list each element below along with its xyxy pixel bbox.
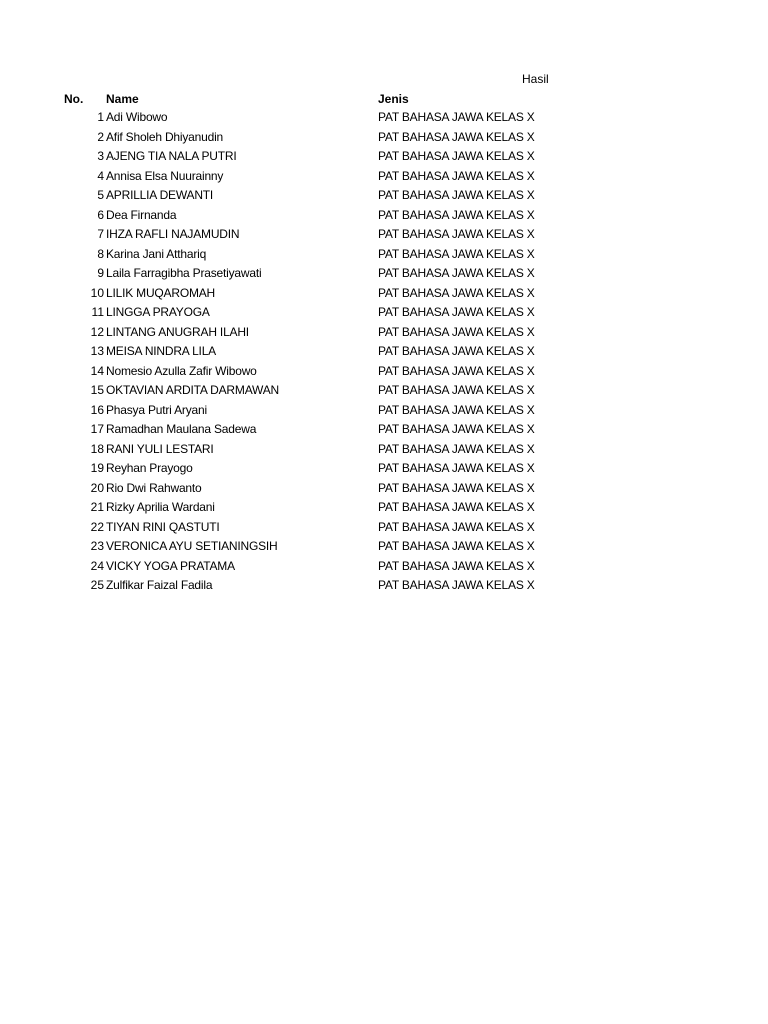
exam-type: PAT BAHASA JAWA KELAS X (378, 149, 535, 163)
student-name: Ramadhan Maulana Sadewa (106, 422, 257, 436)
student-name: Afif Sholeh Dhiyanudin (106, 129, 224, 144)
table-row (0, 520, 768, 540)
exam-type: PAT BAHASA JAWA KELAS X (378, 246, 535, 261)
table-row (0, 227, 768, 247)
exam-type: PAT BAHASA JAWA KELAS X (378, 500, 535, 514)
row-number: 4 (97, 168, 104, 183)
student-name: IHZA RAFLI NAJAMUDIN (106, 227, 240, 241)
student-name: Zulfikar Faizal Fadila (106, 578, 213, 592)
column-header-no: No. (64, 92, 84, 106)
table-row (0, 325, 768, 345)
column-header-name: Name (106, 92, 139, 106)
student-name: Adi Wibowo (106, 110, 168, 124)
table-row (0, 578, 768, 598)
table-header-row (0, 91, 768, 107)
exam-type: PAT BAHASA JAWA KELAS X (378, 168, 535, 183)
exam-type: PAT BAHASA JAWA KELAS X (378, 110, 535, 124)
row-number: 17 (90, 422, 104, 436)
row-number: 19 (90, 461, 104, 475)
student-name: MEISA NINDRA LILA (106, 344, 216, 358)
student-name: Reyhan Prayogo (106, 461, 193, 475)
table-row (0, 481, 768, 501)
student-name: Rizky Aprilia Wardani (106, 500, 215, 514)
exam-type: PAT BAHASA JAWA KELAS X (378, 188, 535, 202)
student-name: LILIK MUQAROMAH (106, 285, 216, 300)
table-row (0, 422, 768, 442)
exam-type: PAT BAHASA JAWA KELAS X (378, 578, 535, 592)
table-row (0, 130, 768, 150)
row-number: 7 (97, 227, 104, 241)
row-number: 6 (97, 207, 104, 222)
column-header-jenis: Jenis (378, 92, 409, 106)
row-number: 22 (90, 519, 104, 534)
table-row (0, 208, 768, 228)
student-name: TIYAN RINI QASTUTI (106, 519, 220, 534)
student-name: Nomesio Azulla Zafir Wibowo (106, 363, 257, 378)
student-name: Dea Firnanda (106, 207, 177, 222)
row-number: 18 (90, 441, 104, 456)
table-row (0, 188, 768, 208)
exam-type: PAT BAHASA JAWA KELAS X (378, 227, 535, 241)
row-number: 1 (97, 110, 104, 124)
student-name: LINGGA PRAYOGA (106, 305, 210, 319)
exam-type: PAT BAHASA JAWA KELAS X (378, 324, 535, 339)
row-number: 8 (97, 246, 104, 261)
student-name: VERONICA AYU SETIANINGSIH (106, 539, 278, 553)
student-name: APRILLIA DEWANTI (106, 188, 214, 202)
student-name: Karina Jani Atthariq (106, 246, 207, 261)
exam-type: PAT BAHASA JAWA KELAS X (378, 266, 535, 280)
table-row (0, 344, 768, 364)
student-name: VICKY YOGA PRATAMA (106, 558, 235, 573)
table-row (0, 266, 768, 286)
table-row (0, 500, 768, 520)
row-number: 3 (97, 149, 104, 163)
row-number: 13 (90, 344, 104, 358)
student-name: RANI YULI LESTARI (106, 441, 214, 456)
row-number: 5 (97, 188, 104, 202)
row-number: 9 (97, 266, 104, 280)
row-number: 23 (90, 539, 104, 553)
table-row (0, 364, 768, 384)
student-name: Phasya Putri Aryani (106, 402, 207, 417)
row-number: 11 (91, 305, 104, 319)
row-number: 15 (90, 383, 104, 397)
exam-type: PAT BAHASA JAWA KELAS X (378, 461, 535, 475)
row-number: 25 (90, 578, 104, 592)
exam-type: PAT BAHASA JAWA KELAS X (378, 383, 535, 397)
table-row (0, 461, 768, 481)
table-row (0, 169, 768, 189)
row-number: 2 (97, 129, 104, 144)
row-number: 24 (90, 558, 104, 573)
table-row (0, 305, 768, 325)
exam-type: PAT BAHASA JAWA KELAS X (378, 363, 535, 378)
table-row (0, 286, 768, 306)
exam-type: PAT BAHASA JAWA KELAS X (378, 207, 535, 222)
student-name: AJENG TIA NALA PUTRI (106, 149, 237, 163)
exam-type: PAT BAHASA JAWA KELAS X (378, 441, 535, 456)
student-name: Rio Dwi Rahwanto (106, 480, 202, 495)
table-row (0, 247, 768, 267)
exam-type: PAT BAHASA JAWA KELAS X (378, 344, 535, 358)
table-row (0, 559, 768, 579)
exam-type: PAT BAHASA JAWA KELAS X (378, 305, 535, 319)
row-number: 12 (90, 324, 104, 339)
exam-type: PAT BAHASA JAWA KELAS X (378, 539, 535, 553)
table-row (0, 539, 768, 559)
exam-type: PAT BAHASA JAWA KELAS X (378, 285, 535, 300)
student-name: OKTAVIAN ARDITA DARMAWAN (106, 383, 279, 397)
row-number: 20 (90, 480, 104, 495)
exam-type: PAT BAHASA JAWA KELAS X (378, 129, 535, 144)
table-row (0, 403, 768, 423)
table-row (0, 110, 768, 130)
exam-type: PAT BAHASA JAWA KELAS X (378, 402, 535, 417)
row-number: 16 (90, 402, 104, 417)
exam-type: PAT BAHASA JAWA KELAS X (378, 558, 535, 573)
table-row (0, 149, 768, 169)
exam-type: PAT BAHASA JAWA KELAS X (378, 480, 535, 495)
row-number: 21 (90, 500, 104, 514)
student-name: Annisa Elsa Nuurainny (106, 168, 224, 183)
exam-type: PAT BAHASA JAWA KELAS X (378, 422, 535, 436)
student-list (0, 110, 768, 598)
row-number: 10 (90, 285, 104, 300)
exam-type: PAT BAHASA JAWA KELAS X (378, 519, 535, 534)
table-row (0, 383, 768, 403)
column-header-hasil: Hasil (522, 72, 549, 86)
row-number: 14 (90, 363, 104, 378)
student-name: LINTANG ANUGRAH ILAHI (106, 324, 249, 339)
student-name: Laila Farragibha Prasetiyawati (106, 266, 262, 280)
table-row (0, 442, 768, 462)
